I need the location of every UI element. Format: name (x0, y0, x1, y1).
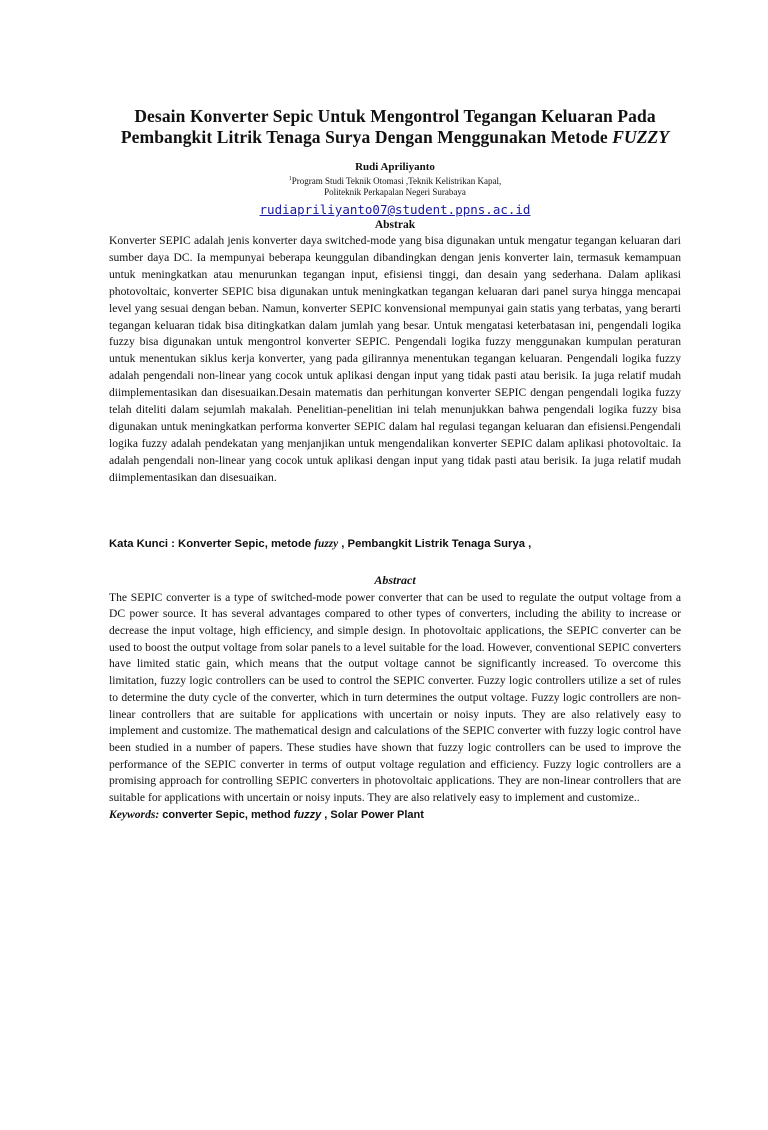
title-line-2-main: Pembangkit Litrik Tenaga Surya Dengan Menggunakan Metode (120, 127, 613, 147)
affiliation-mark: 1 (288, 176, 292, 182)
kata-kunci-label: Kata Kunci : (109, 537, 179, 550)
affiliation-line-2: Politeknik Perkapalan Negeri Surabaya (324, 187, 466, 197)
keywords-label: Keywords: (109, 807, 160, 821)
kata-kunci-italic: fuzzy (314, 537, 339, 550)
kata-kunci-part-2: , Pembangkit Listrik Tenaga Surya , (338, 537, 532, 550)
title-line-2-italic: FUZZY (612, 127, 670, 147)
paper-page (0, 106, 768, 1130)
abstrak-text: Konverter SEPIC adalah jenis konverter daya switched-mode yang bisa digunakan untuk mengatur tegangan keluaran dari sumber daya DC. Ia mempunyai beberapa keunggulan dibandingkan dengan jenis konverter lain, termasuk kemampuan untuk meningkatkan atau menurunkan tegangan input, efisiensi tinggi, dan desain yang sederhana. Dalam aplikasi photovoltaic, konverter SEPIC bisa digunakan untuk meningkatkan tegangan keluaran dari panel surya hingga mencapai level yang sesuai dengan beban. Namun, konverter SEPIC konvensional mempunyai gain statis yang terbatas, yang berarti tegangan keluaran tidak bisa ditingkatkan dalam jumlah yang besar. Untuk mengatasi keterbatasan ini, pengendali logika fuzzy bisa digunakan untuk mengontrol konverter SEPIC. Pengendali logika fuzzy menggunakan kumpulan peraturan untuk menentukan siklus kerja konverter, yang pada gilirannya menentukan tegangan keluaran. Pengendali logika fuzzy adalah pengendali non-linear yang cocok untuk aplikasi dengan input yang tidak pasti atau berisik. Ia juga relatif mudah diimplementasikan dan disesuaikan.Desain matematis dan perhitungan konverter SEPIC dengan pengendali logika fuzzy telah diteliti dalam sejumlah makalah. Penelitian-penelitian ini telah menunjukkan bahwa pengendali logika fuzzy bisa digunakan untuk meningkatkan performa konverter SEPIC dalam hal regulasi tegangan keluaran dan efisiensi.Pengendali logika fuzzy adalah pendekatan yang menjanjikan untuk mengendalikan konverter SEPIC dalam aplikasi photovoltaic. Ia adalah pengendali non-linear yang cocok untuk aplikasi dengan input yang tidak pasti atau berisik. Ia juga relatif mudah diimplementasikan dan disesuaikan. (109, 234, 681, 484)
paper-title (109, 106, 681, 148)
kata-kunci (109, 537, 681, 551)
abstrak-heading: Abstrak (374, 219, 416, 231)
abstract-text: The SEPIC converter is a type of switched-mode power converter that can be used to regulate the output voltage from a DC power source. It has several advantages compared to other types of converters, including the ability to increase or decrease the input voltage, high efficiency, and simple design. In photovoltaic applications, the SEPIC converter can be used to boost the output voltage from solar panels to a level suitable for the load. However, conventional SEPIC converters have limited static gain, which means that the output voltage cannot be significantly increased. To overcome this limitation, fuzzy logic controllers can be used to control the SEPIC converter. Fuzzy logic controllers utilize a set of rules to determine the duty cycle of the converter, which in turn determines the output voltage. Fuzzy logic controllers are non-linear controllers that are suitable for applications with uncertain or noisy inputs. They are also relatively easy to implement and customize. The mathematical design and calculations of the SEPIC converter with fuzzy logic control have been studied in a number of papers. These studies have shown that fuzzy logic controllers can be used to improve the performance of the SEPIC converter in terms of output voltage regulation and efficiency. Fuzzy logic controllers are a promising approach for controlling SEPIC converters in photovoltaic applications. They are non-linear controllers that are suitable for applications with uncertain or noisy inputs. They are also relatively easy to implement and customize.. (109, 590, 681, 805)
author-name: Rudi Apriliyanto (355, 161, 435, 173)
kata-kunci-part-1: Konverter Sepic, metode (178, 537, 315, 550)
keywords-part-1: converter Sepic, method (159, 808, 294, 821)
keywords-part-2: , Solar Power Plant (321, 808, 424, 821)
affiliation-line-1-text: Program Studi Teknik Otomasi ,Teknik Kelistrikan Kapal, (291, 176, 502, 186)
title-line-2 (109, 127, 681, 148)
abstract-heading: Abstract (374, 572, 416, 587)
author-email-link[interactable]: rudiapriliyanto07@student.ppns.ac.id (259, 202, 531, 217)
title-line-1: Desain Konverter Sepic Untuk Mengontrol Tegangan Keluaran Pada (134, 106, 656, 126)
keywords (109, 807, 681, 823)
keywords-italic: fuzzy (293, 808, 322, 821)
affiliation-line-1 (109, 174, 681, 187)
affiliation (109, 174, 681, 198)
